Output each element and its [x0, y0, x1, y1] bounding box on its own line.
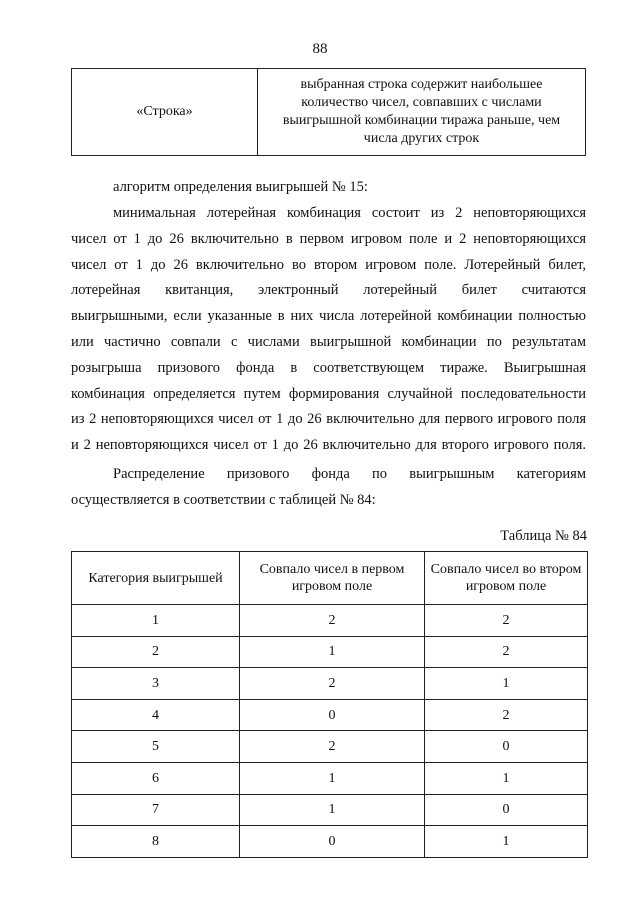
column-header: Совпало чисел в первом игровом поле — [240, 552, 425, 605]
prize-category-table — [71, 551, 588, 858]
rules-paragraph — [71, 201, 586, 459]
table-cell: 2 — [240, 668, 425, 700]
table-row — [72, 762, 588, 794]
column-header: Совпало чисел во втором игровом поле — [425, 552, 588, 605]
table-cell: 4 — [72, 699, 240, 731]
table-cell: 0 — [425, 731, 588, 763]
table-cell: 5 — [72, 731, 240, 763]
table-row — [72, 826, 588, 858]
paragraph-line: или частично совпали с числами выигрышной комбинации по результатам — [71, 333, 586, 350]
table-row — [72, 605, 588, 637]
paragraph-line: чисел от 1 до 26 включительно в первом игровом поле и 2 неповторяющихся — [71, 230, 586, 247]
paragraph-line: и 2 неповторяющихся чисел от 1 до 26 включительно для второго игрового поля. — [71, 437, 586, 454]
table-cell: 1 — [425, 762, 588, 794]
table-cell: 2 — [240, 731, 425, 763]
paragraph-line: лотерейная квитанция, электронный лотерейный билет считаются — [71, 282, 586, 299]
table-cell: 1 — [240, 636, 425, 668]
definition-cell: выбранная строка содержит наибольшее количество чисел, совпавших с числами выигрышной комбинации тиража раньше, чем числа других строк — [258, 69, 586, 156]
page-number: 88 — [312, 41, 328, 57]
table-cell: 2 — [425, 636, 588, 668]
table-cell: 2 — [425, 605, 588, 637]
table-cell: 0 — [240, 699, 425, 731]
table-cell: 6 — [72, 762, 240, 794]
term-cell: «Строка» — [72, 69, 258, 156]
table-cell: 1 — [240, 762, 425, 794]
algorithm-heading: алгоритм определения выигрышей № 15: — [113, 179, 368, 195]
paragraph-line: розыгрыша призового фонда в соответствующем тираже. Выигрышная — [71, 359, 586, 376]
table-row — [72, 636, 588, 668]
paragraph-line: комбинация определяется путем формирования случайной последовательности — [71, 385, 586, 402]
table-cell: 1 — [425, 826, 588, 858]
paragraph-line: из 2 неповторяющихся чисел от 1 до 26 включительно для первого игрового поля — [71, 411, 586, 428]
table-row — [72, 731, 588, 763]
paragraph-line: выигрышными, если указанные в них числа лотерейной комбинации полностью — [71, 308, 586, 325]
table-cell: 8 — [72, 826, 240, 858]
table-caption: Таблица № 84 — [500, 528, 587, 544]
table-header-row — [72, 552, 588, 605]
table-row — [72, 668, 588, 700]
definition-table — [71, 68, 586, 156]
table-cell: 1 — [425, 668, 588, 700]
table-cell: 0 — [425, 794, 588, 826]
distribution-paragraph — [71, 462, 586, 514]
paragraph-line: Распределение призового фонда по выигрышным категориям — [113, 466, 586, 482]
column-header: Категория выигрышей — [72, 552, 240, 605]
table-row — [72, 69, 586, 156]
table-cell: 7 — [72, 794, 240, 826]
table-row — [72, 699, 588, 731]
paragraph-line: осуществляется в соответствии с таблицей № 84: — [71, 491, 376, 508]
paragraph-line: минимальная лотерейная комбинация состоит из 2 неповторяющихся — [113, 205, 586, 221]
table-cell: 1 — [72, 605, 240, 637]
table-cell: 2 — [425, 699, 588, 731]
table-row — [72, 794, 588, 826]
table-cell: 0 — [240, 826, 425, 858]
paragraph-line: чисел от 1 до 26 включительно во втором игровом поле. Лотерейный билет, — [71, 256, 586, 273]
table-cell: 3 — [72, 668, 240, 700]
table-cell: 2 — [72, 636, 240, 668]
table-cell: 1 — [240, 794, 425, 826]
table-cell: 2 — [240, 605, 425, 637]
